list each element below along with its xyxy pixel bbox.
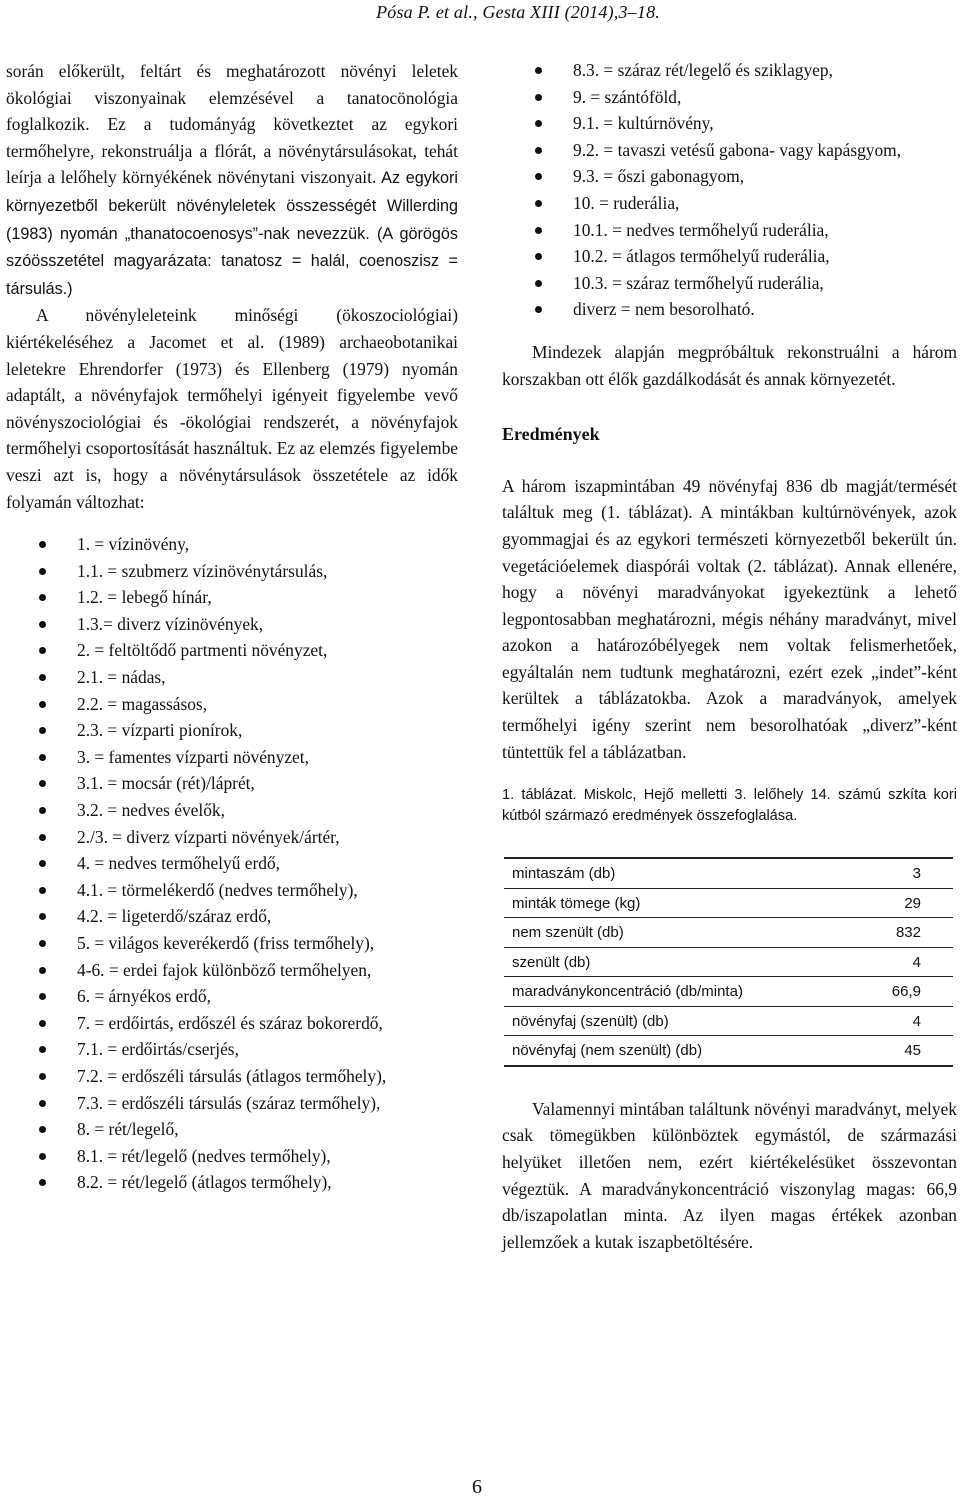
table-cell-value: 832	[823, 918, 953, 948]
list-item-text: 4. = nedves termőhelyű erdő,	[77, 853, 280, 874]
bullet-icon	[535, 120, 542, 127]
bullet-icon	[535, 253, 542, 260]
intro-text-sans: Az egykori környezetből bekerült növényleletek összességét Willerding (1983) nyomán „thanatocoenosys”-nak nevezzük. (A görögös szóösszetétel magyarázata: tanatosz = halál, coenoszisz = társulás.)	[6, 169, 458, 298]
list-item	[502, 110, 957, 137]
bullet-icon	[39, 860, 46, 867]
list-item	[6, 1036, 458, 1063]
intro-text: során előkerült, feltárt és meghatározott növényi leletek ökológiai viszonyainak elemzésével a tanatocönológia foglalkozik. Ez a tudományág következtet az egykori termőhelyre, rekonstruálja a flórát, a növénytársulásokat, tehát leírja a lelőhely környékének növénytani viszonyait.	[6, 61, 458, 188]
table-cell-value: 3	[823, 858, 953, 888]
bullet-icon	[535, 67, 542, 74]
list-item	[502, 84, 957, 111]
bullet-icon	[39, 780, 46, 787]
list-item-text: 8. = rét/legelő,	[77, 1119, 179, 1140]
table-cell-label: növényfaj (szenült) (db)	[504, 1006, 823, 1036]
table-cell-label: minták tömege (kg)	[504, 888, 823, 918]
table-cell-value: 45	[823, 1036, 953, 1066]
list-item-text: 10.2. = átlagos termőhelyű ruderália,	[573, 246, 830, 267]
bullet-icon	[39, 674, 46, 681]
list-item-text: 2./3. = diverz vízparti növények/ártér,	[77, 826, 340, 847]
table-cell-label: maradványkoncentráció (db/minta)	[504, 977, 823, 1007]
list-item	[6, 850, 458, 877]
habitat-category-list-continued	[502, 57, 957, 323]
table-row	[504, 918, 953, 948]
table-cell-value: 66,9	[823, 977, 953, 1007]
list-item-text: 9.3. = őszi gabonagyom,	[573, 166, 745, 187]
list-item	[6, 611, 458, 638]
list-item-text: 1.3.= diverz vízinövények,	[77, 613, 264, 634]
list-item-text: 6. = árnyékos erdő,	[77, 986, 211, 1007]
bullet-icon	[535, 173, 542, 180]
table-cell-label: szenült (db)	[504, 947, 823, 977]
bullet-icon	[39, 1020, 46, 1027]
table-cell-label: mintaszám (db)	[504, 858, 823, 888]
list-item	[502, 163, 957, 190]
bullet-icon	[39, 701, 46, 708]
list-item	[6, 664, 458, 691]
list-item	[6, 584, 458, 611]
bullet-icon	[535, 200, 542, 207]
table-cell-value: 4	[823, 947, 953, 977]
list-item-text: 2.1. = nádas,	[77, 667, 166, 688]
table-cell-label: növényfaj (nem szenült) (db)	[504, 1036, 823, 1066]
bullet-icon	[535, 147, 542, 154]
list-item	[6, 1063, 458, 1090]
list-item-text: 2.3. = vízparti pionírok,	[77, 720, 243, 741]
list-item	[6, 770, 458, 797]
bullet-icon	[535, 94, 542, 101]
bullet-icon	[39, 1073, 46, 1080]
bullet-icon	[39, 621, 46, 628]
list-item	[502, 243, 957, 270]
list-item	[6, 903, 458, 930]
list-item	[6, 824, 458, 851]
list-item-text: 9.1. = kultúrnövény,	[573, 113, 714, 134]
section-title-results: Eredmények	[502, 424, 600, 445]
list-item	[502, 270, 957, 297]
list-item-text: 3.1. = mocsár (rét)/láprét,	[77, 773, 255, 794]
summary-paragraph: Mindezek alapján megpróbáltuk rekonstruálni a három korszakban ott élők gazdálkodását és annak környezetét.	[502, 341, 957, 389]
list-item-text: 8.2. = rét/legelő (átlagos termőhely),	[77, 1172, 332, 1193]
bullet-icon	[39, 594, 46, 601]
bullet-icon	[535, 306, 542, 313]
list-item-text: 3.2. = nedves évelők,	[77, 800, 225, 821]
list-item	[6, 637, 458, 664]
list-item	[6, 1010, 458, 1037]
bullet-icon	[39, 913, 46, 920]
list-item	[6, 797, 458, 824]
habitat-category-list	[6, 531, 458, 1196]
list-item-text: 7. = erdőirtás, erdőszél és száraz bokorerdő,	[77, 1012, 383, 1033]
bullet-icon	[39, 967, 46, 974]
bullet-icon	[39, 940, 46, 947]
list-item	[502, 296, 957, 323]
list-item	[6, 983, 458, 1010]
table-cell-label: nem szenült (db)	[504, 918, 823, 948]
list-item-text: 3. = famentes vízparti növényzet,	[77, 746, 309, 767]
bullet-icon	[39, 568, 46, 575]
list-item	[6, 691, 458, 718]
list-item-text: 10.1. = nedves termőhelyű ruderália,	[573, 219, 829, 240]
list-item-text: diverz = nem besorolható.	[573, 299, 755, 320]
bullet-icon	[535, 227, 542, 234]
list-item-text: 7.1. = erdőirtás/cserjés,	[77, 1039, 239, 1060]
list-item-text: 10.3. = száraz termőhelyű ruderália,	[573, 272, 824, 293]
list-item	[6, 1116, 458, 1143]
table-row	[504, 1036, 953, 1066]
bullet-icon	[39, 647, 46, 654]
bullet-icon	[39, 1046, 46, 1053]
list-item-text: 1.1. = szubmerz vízinövénytársulás,	[77, 560, 328, 581]
bullet-icon	[39, 887, 46, 894]
list-item	[6, 744, 458, 771]
table-cell-value: 4	[823, 1006, 953, 1036]
list-item	[502, 190, 957, 217]
right-column	[502, 58, 957, 1255]
bullet-icon	[39, 727, 46, 734]
list-item	[6, 558, 458, 585]
list-item	[6, 1090, 458, 1117]
intro-paragraph	[6, 58, 458, 302]
table-row	[504, 1006, 953, 1036]
list-item-text: 1. = vízinövény,	[77, 534, 190, 555]
table-row	[504, 977, 953, 1007]
bullet-icon	[39, 1126, 46, 1133]
bullet-icon	[39, 1100, 46, 1107]
left-column	[6, 58, 458, 1196]
running-head: Pósa P. et al., Gesta XIII (2014),3–18.	[376, 2, 660, 22]
bullet-icon	[39, 807, 46, 814]
table-row	[504, 888, 953, 918]
list-item	[6, 877, 458, 904]
list-item	[6, 531, 458, 558]
list-item	[6, 1169, 458, 1196]
results-summary-table	[504, 857, 953, 1067]
list-item	[502, 217, 957, 244]
list-item-text: 2. = feltöltődő partmenti növényzet,	[77, 640, 328, 661]
page-number: 6	[472, 1476, 482, 1498]
bullet-icon	[39, 834, 46, 841]
bullet-icon	[39, 1179, 46, 1186]
bullet-icon	[535, 280, 542, 287]
method-paragraph: A növényleleteink minőségi (ökoszociológiai) kiértékeléséhez a Jacomet et al. (1989) archaeobotanikai leletekre Ehrendorfer (1973) és Ellenberg (1979) nyomán adaptált, a növényfajok termőhelyi igényeit figyelembe vevő növényszociológiai és -ökológiai rendszerét, a növényfajok termőhelyi csoportosítását használtuk. Ez az elemzés figyelembe veszi azt is, hogy a növénytársulások összetétele az idők folyamán változhat:	[6, 305, 458, 512]
list-item	[502, 57, 957, 84]
results-paragraph: A három iszapmintában 49 növényfaj 836 db magját/termését találtuk meg (1. táblázat). A mintákban kultúrnövények, azok gyommagjai és az egykori természeti környezetből bekerült ún. vegetációelemek diaspórái voltak (2. táblázat). Annak ellenére, hogy a növényi maradványokat igyekeztünk a lehető legpontosabban meghatározni, mégis néhány maradványt, mivel azokon a határozóbélyegek nem voltak felismerhetőek, egyáltalán nem tudtunk meghatározni, ezért ezek „indet”-ként kerültek a táblázatokba. Azok a maradványok, amelyek termőhelyi igény szerint nem besorolhatóak „diverz”-ként tüntettük fel a táblázatban.	[502, 475, 957, 762]
bullet-icon	[39, 754, 46, 761]
list-item	[6, 717, 458, 744]
list-item-text: 9.2. = tavaszi vetésű gabona- vagy kapásgyom,	[573, 139, 902, 160]
list-item	[6, 1143, 458, 1170]
list-item-text: 8.3. = száraz rét/legelő és sziklagyep,	[573, 60, 833, 80]
table-row	[504, 858, 953, 888]
bullet-icon	[39, 1153, 46, 1160]
list-item	[6, 930, 458, 957]
list-item-text: 7.3. = erdőszéli társulás (száraz termőhely),	[77, 1092, 381, 1113]
list-item-text: 4.1. = törmelékerdő (nedves termőhely),	[77, 879, 358, 900]
list-item-text: 9. = szántóföld,	[573, 86, 682, 107]
bullet-icon	[39, 993, 46, 1000]
list-item-text: 5. = világos keverékerdő (friss termőhely),	[77, 933, 375, 953]
list-item-text: 2.2. = magassásos,	[77, 693, 208, 714]
list-item	[502, 137, 957, 164]
list-item	[6, 957, 458, 984]
concentration-paragraph: Valamennyi mintában találtunk növényi maradványt, melyek csak tömegükben különböztek egymástól, de származási helyüket illetően nem, ezért kiértékelésüket összevontan végeztük. A maradványkoncentráció viszonylag magas: 66,9 db/iszapolatlan minta. Az ilyen magas értékek azonban jellemzőek a kutak iszapbetöltésére.	[502, 1098, 957, 1252]
table-row	[504, 947, 953, 977]
list-item-text: 10. = ruderália,	[573, 192, 680, 213]
list-item-text: 7.2. = erdőszéli társulás (átlagos termőhely),	[77, 1065, 387, 1086]
list-item-text: 4.2. = ligeterdő/száraz erdő,	[77, 906, 272, 927]
list-item-text: 1.2. = lebegő hínár,	[77, 587, 212, 608]
list-item-text: 4-6. = erdei fajok különböző termőhelyen,	[77, 959, 372, 980]
table-caption: 1. táblázat. Miskolc, Hejő melletti 3. lelőhely 14. számú szkíta kori kútból származó eredmények összefoglalása.	[502, 787, 957, 825]
table-cell-value: 29	[823, 888, 953, 918]
list-item-text: 8.1. = rét/legelő (nedves termőhely),	[77, 1145, 331, 1166]
bullet-icon	[39, 541, 46, 548]
